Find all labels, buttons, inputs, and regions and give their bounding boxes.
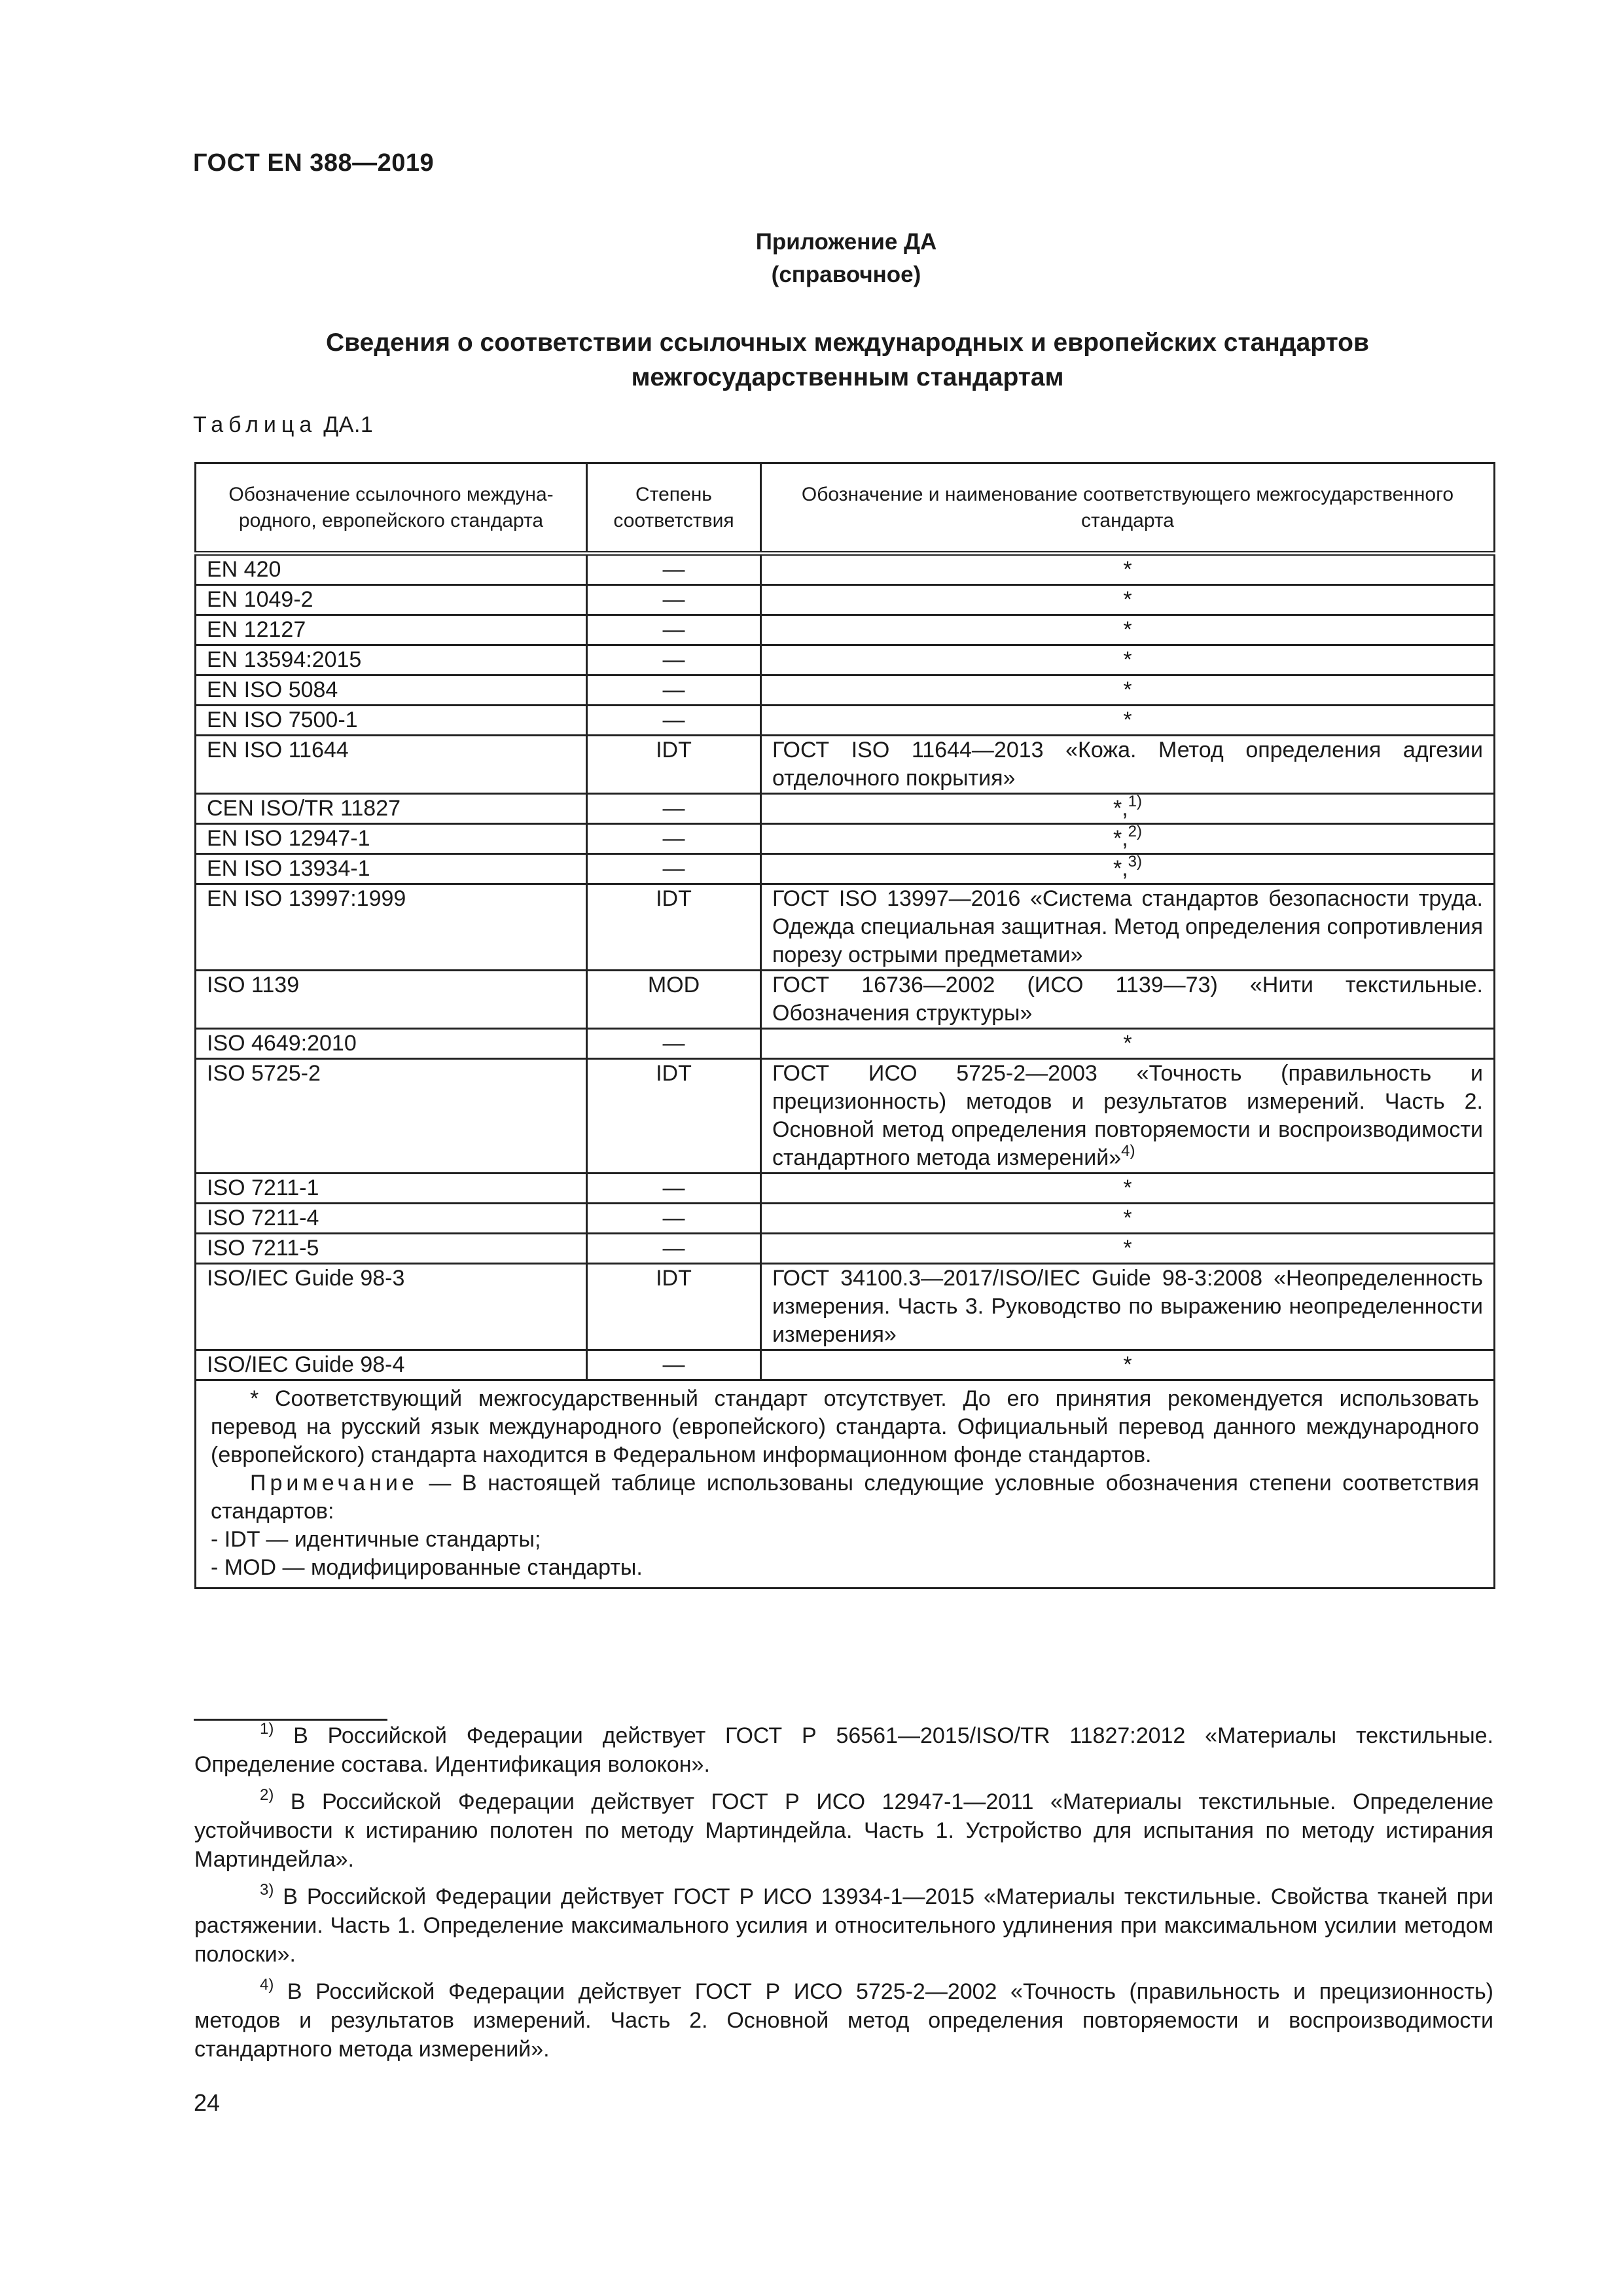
cell-degree (587, 854, 761, 884)
cell-reference (196, 971, 587, 1029)
cell-reference (196, 706, 587, 736)
cell-gost-text: * (1123, 647, 1132, 672)
cell-reference-text: ISO 7211-4 (207, 1206, 319, 1230)
cell-gost (761, 585, 1495, 615)
cell-gost (761, 675, 1495, 706)
cell-gost (761, 1350, 1495, 1380)
footnote-text: В Российской Федерации действует ГОСТ Р 56561—2015/ISO/TR 11827:2012 «Материалы текстильные. Определение состава. Идентификация волокон». (194, 1723, 1493, 1777)
appendix-subtitle: (справочное) (771, 262, 921, 287)
note-star: * Соответствующий межгосударственный стандарт отсутствует. До его принятия рекомендуется использовать перевод на русский язык международного (европейского) стандарта. Официальный перевод данного международного (европейского) стандарта находится в Федеральном информационном фонде стандартов. (211, 1386, 1479, 1467)
cell-gost-text: ГОСТ 16736—2002 (ИСО 1139—73) «Нити текстильные. Обозначения структуры» (772, 973, 1483, 1026)
footnote-text: В Российской Федерации действует ГОСТ Р ИСО 5725-2—2002 «Точность (правильность и прецизионность) методов и результатов измерений. Часть 2. Основной метод определения повторяемости и воспроизводимости стандартного метода измерений». (194, 1979, 1493, 2062)
table-row (196, 706, 1495, 736)
cell-gost (761, 1234, 1495, 1264)
footnotes (194, 1721, 1493, 2072)
cell-degree-text: IDT (656, 1061, 692, 1086)
cell-gost (761, 736, 1495, 794)
table-row (196, 645, 1495, 675)
table-row (196, 794, 1495, 824)
table-row (196, 1204, 1495, 1234)
cell-degree (587, 675, 761, 706)
cell-gost-text: * (1123, 1352, 1132, 1377)
footnote-number: 4) (260, 1975, 274, 1994)
cell-gost (761, 1204, 1495, 1234)
cell-gost (761, 824, 1495, 854)
cell-reference-text: EN 420 (207, 557, 281, 582)
note-remark-label: Примечание (250, 1471, 418, 1496)
note-item-mod: - MOD — модифицированные стандарты. (211, 1555, 643, 1580)
footnote-text: В Российской Федерации действует ГОСТ Р ИСО 12947-1—2011 «Материалы текстильные. Определение устойчивости к истиранию полотен по методу Мартиндейла. Часть 1. Устройство для испытания по методу истирания Мартиндейла». (194, 1789, 1493, 1872)
cell-reference (196, 854, 587, 884)
page-title-line-2: межгосударственным стандартам (631, 363, 1064, 391)
cell-gost (761, 1174, 1495, 1204)
cell-degree (587, 971, 761, 1029)
footnote-number: 1) (260, 1719, 274, 1738)
table-row (196, 615, 1495, 645)
cell-reference (196, 645, 587, 675)
cell-degree-text: — (662, 677, 685, 702)
footnote-4 (194, 1977, 1493, 2064)
cell-degree (587, 884, 761, 971)
cell-reference-text: ISO 7211-5 (207, 1236, 319, 1261)
footnote-number: 2) (260, 1785, 274, 1804)
page-title (196, 325, 1499, 395)
cell-gost-text: ГОСТ ISO 11644—2013 «Кожа. Метод определения адгезии отделочного покрытия» (772, 738, 1483, 791)
column-header-gost: Обозначение и наименование соответствующего межгосударственного стандарта (761, 463, 1495, 554)
table-note-row (196, 1380, 1495, 1588)
table-row (196, 1174, 1495, 1204)
cell-gost-text: * (1123, 617, 1132, 642)
cell-degree (587, 1059, 761, 1174)
cell-degree-text: — (662, 587, 685, 612)
table-label-prefix: Таблица (193, 412, 317, 437)
note-remark-text: — В настоящей таблице использованы следующие условные обозначения степени соответствия стандартов: (211, 1471, 1479, 1524)
cell-reference (196, 884, 587, 971)
cell-degree (587, 1029, 761, 1059)
cell-gost (761, 554, 1495, 585)
footnote-mark: 2) (1128, 822, 1143, 840)
footnote-3 (194, 1882, 1493, 1969)
table-row (196, 1029, 1495, 1059)
note-item-idt: - IDT — идентичные стандарты; (211, 1527, 541, 1552)
cell-reference-text: EN 12127 (207, 617, 306, 642)
cell-degree-text: — (662, 708, 685, 732)
footnote-1 (194, 1721, 1493, 1779)
cell-gost-text: ГОСТ ISO 13997—2016 «Система стандартов безопасности труда. Одежда специальная защитная. Метод определения сопротивления порезу острыми предметами» (772, 886, 1483, 967)
cell-degree (587, 615, 761, 645)
table-row (196, 554, 1495, 585)
cell-reference-text: EN 1049-2 (207, 587, 313, 612)
table-note (196, 1380, 1495, 1588)
cell-degree (587, 736, 761, 794)
table-row (196, 1264, 1495, 1350)
cell-gost (761, 1264, 1495, 1350)
cell-degree (587, 1204, 761, 1234)
cell-gost-text: * (1123, 587, 1132, 612)
cell-reference (196, 1204, 587, 1234)
table-header-row (196, 463, 1495, 554)
footnote-number: 3) (260, 1880, 274, 1899)
cell-gost-text: ГОСТ 34100.3—2017/ISO/IEC Guide 98-3:2008 «Неопределенность измерения. Часть 3. Руководство по выражению неопределенности измерения» (772, 1266, 1483, 1347)
cell-reference-text: CEN ISO/TR 11827 (207, 796, 401, 821)
cell-gost-text: * (1123, 1175, 1132, 1200)
cell-reference (196, 1264, 587, 1350)
table-row (196, 585, 1495, 615)
table-row (196, 1350, 1495, 1380)
cell-gost (761, 794, 1495, 824)
cell-reference-text: EN 13594:2015 (207, 647, 362, 672)
cell-reference (196, 824, 587, 854)
cell-gost (761, 706, 1495, 736)
cell-degree-text: — (662, 647, 685, 672)
cell-reference-text: ISO/IEC Guide 98-4 (207, 1352, 405, 1377)
note-remark (211, 1469, 1479, 1526)
cell-reference-text: ISO 1139 (207, 973, 300, 997)
cell-gost-text: * (1123, 677, 1132, 702)
appendix-title: Приложение ДА (755, 229, 937, 255)
page-title-line-1: Сведения о соответствии ссылочных международных и европейских стандартов (326, 329, 1369, 357)
table-row (196, 736, 1495, 794)
cell-reference-text: ISO 4649:2010 (207, 1031, 357, 1056)
standards-table (194, 462, 1495, 1589)
cell-reference-text: ISO/IEC Guide 98-3 (207, 1266, 405, 1291)
cell-gost-text: * (1123, 1236, 1132, 1261)
cell-reference (196, 1059, 587, 1174)
cell-reference-text: ISO 5725-2 (207, 1061, 321, 1086)
cell-gost-text: * (1123, 1206, 1132, 1230)
cell-degree (587, 1174, 761, 1204)
cell-gost (761, 884, 1495, 971)
column-header-reference: Обозначение ссылочного междуна-родного, европейского стандарта (196, 463, 587, 554)
cell-reference (196, 554, 587, 585)
cell-degree (587, 645, 761, 675)
cell-gost (761, 971, 1495, 1029)
cell-reference (196, 615, 587, 645)
cell-degree-text: — (662, 1206, 685, 1230)
cell-reference-text: ISO 7211-1 (207, 1175, 319, 1200)
cell-degree (587, 585, 761, 615)
cell-degree-text: IDT (656, 738, 692, 762)
cell-degree-text: — (662, 617, 685, 642)
cell-degree-text: — (662, 796, 685, 821)
cell-degree (587, 706, 761, 736)
footnote-mark: 3) (1128, 852, 1143, 870)
cell-gost (761, 1029, 1495, 1059)
cell-degree (587, 554, 761, 585)
cell-reference (196, 675, 587, 706)
cell-gost-text: *, (1113, 796, 1128, 821)
footnote-mark: 1) (1128, 792, 1143, 810)
cell-gost-text: *, (1113, 826, 1128, 851)
table-label-number: ДА.1 (323, 412, 374, 437)
cell-reference (196, 1234, 587, 1264)
cell-gost-text: * (1123, 1031, 1132, 1056)
table-row (196, 675, 1495, 706)
cell-gost (761, 1059, 1495, 1174)
cell-gost-text: * (1123, 708, 1132, 732)
cell-reference (196, 1029, 587, 1059)
cell-gost-text: ГОСТ ИСО 5725-2—2003 «Точность (правильность и прецизионность) методов и результатов измерений. Часть 2. Основной метод определения повторяемости и воспроизводимости стандартного метода измерений» (772, 1061, 1483, 1170)
cell-degree (587, 1264, 761, 1350)
cell-gost (761, 645, 1495, 675)
cell-reference (196, 1350, 587, 1380)
cell-degree-text: — (662, 856, 685, 881)
cell-reference (196, 585, 587, 615)
cell-reference-text: EN ISO 13997:1999 (207, 886, 406, 911)
table-row (196, 1234, 1495, 1264)
cell-degree-text: IDT (656, 1266, 692, 1291)
cell-degree-text: IDT (656, 886, 692, 911)
cell-reference-text: EN ISO 7500-1 (207, 708, 358, 732)
footnote-separator (194, 1719, 387, 1721)
cell-degree (587, 794, 761, 824)
cell-reference (196, 1174, 587, 1204)
cell-degree-text: MOD (647, 973, 700, 997)
cell-degree-text: — (662, 1175, 685, 1200)
cell-gost (761, 854, 1495, 884)
table-label (193, 412, 373, 438)
cell-degree-text: — (662, 1236, 685, 1261)
cell-reference-text: EN ISO 11644 (207, 738, 349, 762)
footnote-mark: 4) (1121, 1141, 1135, 1160)
column-header-degree: Степень соответствия (587, 463, 761, 554)
cell-degree-text: — (662, 1031, 685, 1056)
cell-gost-text: *, (1113, 856, 1128, 881)
table-row (196, 884, 1495, 971)
page-number: 24 (194, 2089, 221, 2116)
table-row (196, 854, 1495, 884)
cell-degree (587, 824, 761, 854)
document-code: ГОСТ EN 388—2019 (193, 149, 435, 177)
cell-degree-text: — (662, 826, 685, 851)
table-row (196, 824, 1495, 854)
footnote-text: В Российской Федерации действует ГОСТ Р ИСО 13934-1—2015 «Материалы текстильные. Свойства тканей при растяжении. Часть 1. Определение максимального усилия и относительного удлинения при максимальном усилии методом полоски». (194, 1884, 1493, 1967)
cell-degree (587, 1350, 761, 1380)
cell-reference (196, 794, 587, 824)
cell-reference-text: EN ISO 5084 (207, 677, 338, 702)
cell-degree (587, 1234, 761, 1264)
cell-degree-text: — (662, 557, 685, 582)
cell-gost (761, 615, 1495, 645)
cell-degree-text: — (662, 1352, 685, 1377)
cell-reference-text: EN ISO 13934-1 (207, 856, 370, 881)
table-body (196, 554, 1495, 1588)
table-row (196, 971, 1495, 1029)
cell-gost-text: * (1123, 557, 1132, 582)
footnote-2 (194, 1787, 1493, 1874)
table-row (196, 1059, 1495, 1174)
cell-reference (196, 736, 587, 794)
cell-reference-text: EN ISO 12947-1 (207, 826, 370, 851)
